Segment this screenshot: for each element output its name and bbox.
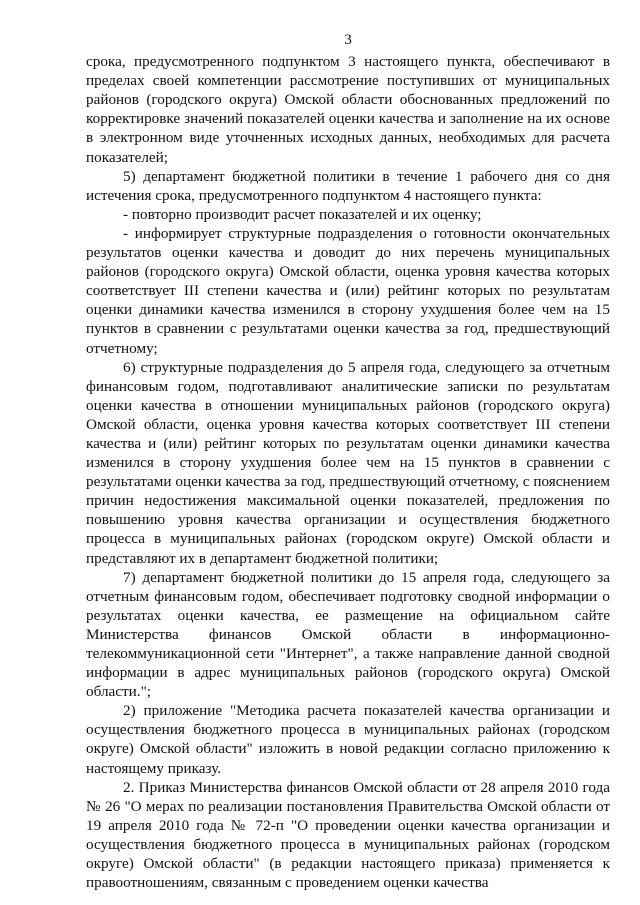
paragraph-item-6: 6) структурные подразделения до 5 апреля года, следующего за отчетным финансовым годом, подготавливают аналитические записки по результатам оценки качества в отношении муниципальных районов (городского округа) Омской области, оценка уровня качества которых соответствует III степени качества и (или) рейтинг которых по результатам оценки динамики качества изменился в сторону ухудшения более чем на 15 пунктов в сравнении с результатами оценки качества за год, предшествующий отчетному, с пояснением причин недостижения максимальной оценки показателей, предложения по повышению уровня качества организации и осуществления бюджетного процесса в муниципальных районах (городском округе) Омской области и представляют их в департамент бюджетной политики;: [86, 358, 610, 567]
paragraph-continuation: срока, предусмотренного подпунктом 3 настоящего пункта, обеспечивают в пределах своей компетенции рассмотрение поступивших от муниципальных районов (городского округа) Омской области обоснованных предложений по корректировке значений показателей оценки качества и заполнение на их основе в электронном виде уточненных исходных данных, необходимых для расчета показателей;: [86, 53, 610, 166]
paragraph-subitem-2: 2) приложение "Методика расчета показателей качества организации и осуществления бюджетного процесса в муниципальных районах (городском округе) Омской области" изложить в новой редакции согласно приложению к настоящему приказу.: [86, 702, 610, 777]
paragraph-item-5-bullet-2: - информирует структурные подразделения о готовности окончательных результатов оценки качества и доводит до них перечень муниципальных районов (городского округа) Омской области, оценка уровня качества которых соответствует III степени качества и (или) рейтинг которых по результатам оценки динамики качества изменился в сторону ухудшения более чем на 15 пунктов в сравнении с результатами оценки качества за год, предшествующий отчетному;: [86, 224, 610, 357]
page-number: 3: [344, 31, 352, 48]
paragraph-section-2: 2. Приказ Министерства финансов Омской области от 28 апреля 2010 года № 26 "О мерах по реализации постановления Правительства Омской области от 19 апреля 2010 года № 72-п "О проведении оценки качества организации и осуществления бюджетного процесса в муниципальных районах (городском округе) Омской области" (в редакции настоящего приказа) применяется к правоотношениям, связанным с проведением оценки качества: [86, 778, 610, 892]
paragraph-item-5-bullet-1: - повторно производит расчет показателей и их оценку;: [123, 205, 482, 223]
paragraph-item-5: 5) департамент бюджетной политики в течение 1 рабочего дня со дня истечения срока, предусмотренного подпунктом 4 настоящего пункта:: [86, 167, 610, 204]
paragraph-item-7: 7) департамент бюджетной политики до 15 апреля года, следующего за отчетным финансовым годом, обеспечивает подготовку сводной информации о результатах оценки качества, ее размещение на официальном сайте Министерства финансов Омской области в информационно-телекоммуникационной сети "Интернет", а также направление данной сводной информации в адрес муниципальных районов (городского округа) Омской области.";: [86, 568, 610, 701]
